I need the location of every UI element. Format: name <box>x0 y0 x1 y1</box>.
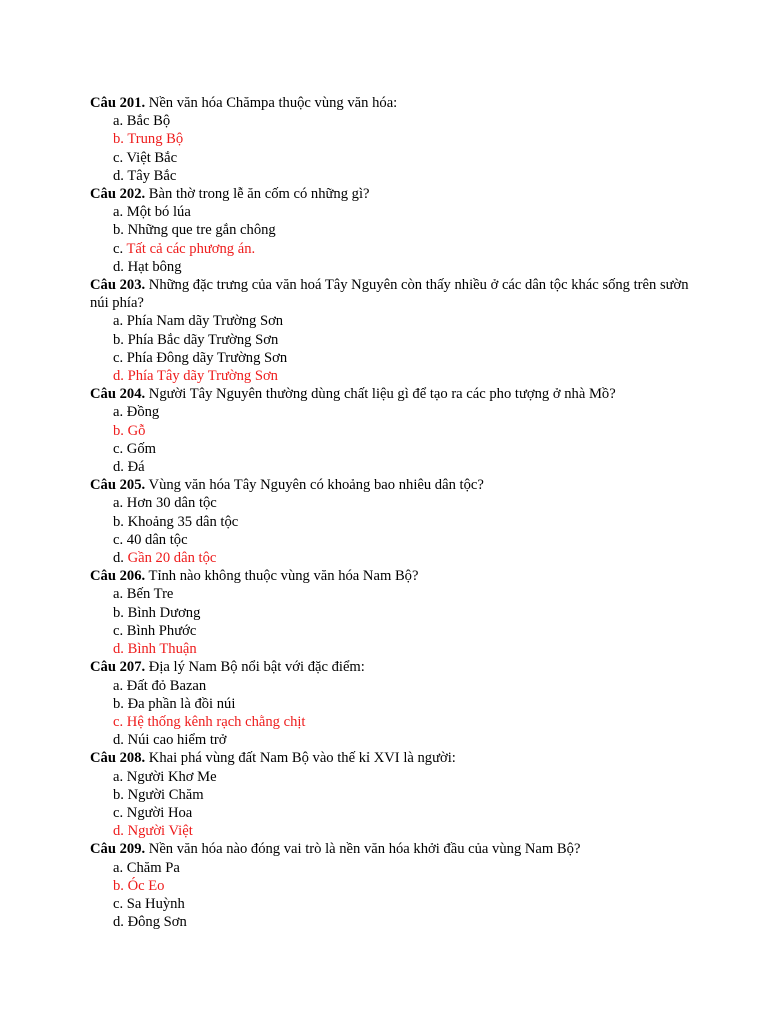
question-number: Câu 208. <box>90 750 146 767</box>
option-text: Một bó lúa <box>126 204 191 221</box>
answer-options <box>90 494 690 567</box>
option-text: Người Việt <box>127 823 193 840</box>
question-block <box>90 749 690 840</box>
question-block <box>90 385 690 476</box>
option-text: Bến Tre <box>126 586 174 603</box>
answer-options <box>90 768 690 841</box>
option-letter: c. <box>113 440 127 457</box>
option-text: Đa phần là đồi núi <box>127 695 236 712</box>
question-text <box>90 185 690 203</box>
question-text <box>90 749 690 767</box>
option-letter: b. <box>113 513 128 530</box>
option-text: Người Chăm <box>127 786 204 803</box>
answer-option <box>90 531 690 549</box>
option-letter: d. <box>113 732 128 749</box>
option-text: Phía Nam dãy Trường Sơn <box>126 313 284 330</box>
option-text: Đất đỏ Bazan <box>126 677 207 694</box>
option-letter: d. <box>113 641 128 658</box>
answer-option <box>90 149 690 167</box>
question-number: Câu 209. <box>90 841 146 858</box>
answer-option <box>90 513 690 531</box>
option-text: 40 dân tộc <box>126 531 188 548</box>
option-text: Người Khơ Me <box>126 768 217 785</box>
option-text: Phía Bắc dãy Trường Sơn <box>127 331 279 348</box>
option-letter: d. <box>113 258 128 275</box>
option-letter: b. <box>113 422 128 439</box>
option-letter: b. <box>113 222 128 239</box>
answer-option <box>90 258 690 276</box>
option-letter: a. <box>113 768 127 785</box>
option-text: Gỗ <box>127 422 146 439</box>
option-text: Gốm <box>126 440 156 457</box>
option-text: Người Hoa <box>126 804 193 821</box>
question-block <box>90 840 690 931</box>
question-number: Câu 202. <box>90 186 146 203</box>
option-text: Hệ thống kênh rạch chằng chịt <box>126 713 306 730</box>
answer-option-correct <box>90 130 690 148</box>
answer-option <box>90 913 690 931</box>
question-prompt: Người Tây Nguyên thường dùng chất liệu gì để tạo ra các pho tượng ở nhà Mồ? <box>145 386 616 403</box>
option-text: Khoảng 35 dân tộc <box>127 513 239 530</box>
option-letter: a. <box>113 495 127 512</box>
answer-options <box>90 403 690 476</box>
option-letter: d. <box>113 459 128 476</box>
question-number: Câu 204. <box>90 386 146 403</box>
answer-options <box>90 585 690 658</box>
answer-option-correct <box>90 549 690 567</box>
question-prompt: Những đặc trưng của văn hoá Tây Nguyên còn thấy nhiều ở các dân tộc khác sống trên sườn núi phía? <box>90 277 689 312</box>
option-letter: a. <box>113 113 127 130</box>
option-text: Tất cả các phương án. <box>126 240 256 257</box>
answer-option <box>90 677 690 695</box>
option-letter: d. <box>113 823 128 840</box>
option-text: Óc Eo <box>127 877 165 894</box>
answer-option <box>90 331 690 349</box>
answer-option <box>90 494 690 512</box>
option-text: Bắc Bộ <box>126 113 171 130</box>
question-prompt: Nền văn hóa Chămpa thuộc vùng văn hóa: <box>145 95 398 111</box>
option-text: Gần 20 dân tộc <box>127 550 217 567</box>
answer-option <box>90 695 690 713</box>
option-text: Những que tre gắn chông <box>127 222 276 239</box>
option-text: Phía Tây dãy Trường Sơn <box>127 368 278 385</box>
option-text: Sa Huỳnh <box>126 895 185 912</box>
question-text <box>90 658 690 676</box>
option-letter: a. <box>113 677 127 694</box>
answer-option <box>90 804 690 822</box>
question-prompt: Địa lý Nam Bộ nổi bật với đặc điểm: <box>145 659 365 676</box>
question-number: Câu 206. <box>90 568 146 585</box>
option-letter: d. <box>113 368 128 385</box>
option-letter: d. <box>113 914 128 931</box>
answer-option-correct <box>90 877 690 895</box>
answer-option <box>90 221 690 239</box>
option-letter: a. <box>113 313 127 330</box>
answer-options <box>90 112 690 185</box>
question-block <box>90 658 690 749</box>
question-text <box>90 567 690 585</box>
question-block <box>90 567 690 658</box>
option-letter: b. <box>113 331 128 348</box>
question-number: Câu 205. <box>90 477 146 494</box>
option-letter: a. <box>113 404 127 421</box>
answer-option-correct <box>90 422 690 440</box>
question-number: Câu 203. <box>90 277 146 294</box>
answer-option-correct <box>90 640 690 658</box>
question-prompt: Vùng văn hóa Tây Nguyên có khoảng bao nhiêu dân tộc? <box>145 477 484 494</box>
answer-option <box>90 604 690 622</box>
option-text: Tây Bắc <box>127 167 177 184</box>
answer-option <box>90 731 690 749</box>
quiz-document <box>90 94 690 931</box>
answer-option <box>90 622 690 640</box>
question-text <box>90 476 690 494</box>
question-prompt: Nền văn hóa nào đóng vai trò là nền văn hóa khởi đầu của vùng Nam Bộ? <box>145 841 581 858</box>
option-letter: b. <box>113 695 128 712</box>
question-number: Câu 201. <box>90 95 146 111</box>
answer-option <box>90 458 690 476</box>
answer-option <box>90 768 690 786</box>
question-text <box>90 840 690 858</box>
option-letter: c. <box>113 531 127 548</box>
question-number: Câu 207. <box>90 659 146 676</box>
option-text: Việt Bắc <box>126 149 178 166</box>
option-letter: b. <box>113 786 128 803</box>
option-text: Phía Đông dãy Trường Sơn <box>126 349 288 366</box>
answer-option <box>90 403 690 421</box>
option-letter: c. <box>113 895 127 912</box>
question-prompt: Bàn thờ trong lễ ăn cốm có những gì? <box>145 186 370 203</box>
question-prompt: Tỉnh nào không thuộc vùng văn hóa Nam Bộ? <box>145 568 419 585</box>
option-letter: c. <box>113 713 127 730</box>
answer-options <box>90 312 690 385</box>
option-text: Đông Sơn <box>127 914 187 931</box>
option-text: Hạt bông <box>127 258 182 275</box>
question-text <box>90 385 690 403</box>
option-letter: d. <box>113 550 128 567</box>
option-text: Bình Phước <box>126 622 197 639</box>
answer-option <box>90 167 690 185</box>
option-text: Hơn 30 dân tộc <box>126 495 217 512</box>
question-block <box>90 476 690 567</box>
answer-option <box>90 786 690 804</box>
option-letter: c. <box>113 349 127 366</box>
answer-option <box>90 440 690 458</box>
answer-option <box>90 203 690 221</box>
option-letter: c. <box>113 149 127 166</box>
option-text: Trung Bộ <box>127 131 184 148</box>
answer-option <box>90 859 690 877</box>
option-text: Đá <box>127 459 145 476</box>
option-letter: d. <box>113 167 128 184</box>
question-block <box>90 185 690 276</box>
option-letter: c. <box>113 622 127 639</box>
option-letter: a. <box>113 586 127 603</box>
question-prompt: Khai phá vùng đất Nam Bộ vào thế kỉ XVI là người: <box>145 750 456 767</box>
option-text: Bình Thuận <box>127 641 197 658</box>
answer-option-correct <box>90 367 690 385</box>
answer-option-correct <box>90 240 690 258</box>
answer-options <box>90 203 690 276</box>
question-block <box>90 276 690 385</box>
option-letter: b. <box>113 604 128 621</box>
option-text: Núi cao hiểm trở <box>127 732 227 749</box>
answer-option-correct <box>90 822 690 840</box>
answer-option-correct <box>90 713 690 731</box>
answer-option <box>90 585 690 603</box>
option-letter: a. <box>113 859 127 876</box>
answer-options <box>90 677 690 750</box>
question-text <box>90 276 690 312</box>
option-letter: b. <box>113 877 128 894</box>
answer-option <box>90 895 690 913</box>
option-letter: c. <box>113 804 127 821</box>
option-text: Bình Dương <box>127 604 201 621</box>
option-text: Chăm Pa <box>126 859 180 876</box>
answer-option <box>90 112 690 130</box>
option-letter: a. <box>113 204 127 221</box>
answer-option <box>90 312 690 330</box>
option-letter: b. <box>113 131 128 148</box>
option-letter: c. <box>113 240 127 257</box>
answer-option <box>90 349 690 367</box>
answer-options <box>90 859 690 932</box>
option-text: Đồng <box>126 404 160 421</box>
question-text <box>90 94 690 112</box>
question-block <box>90 94 690 185</box>
